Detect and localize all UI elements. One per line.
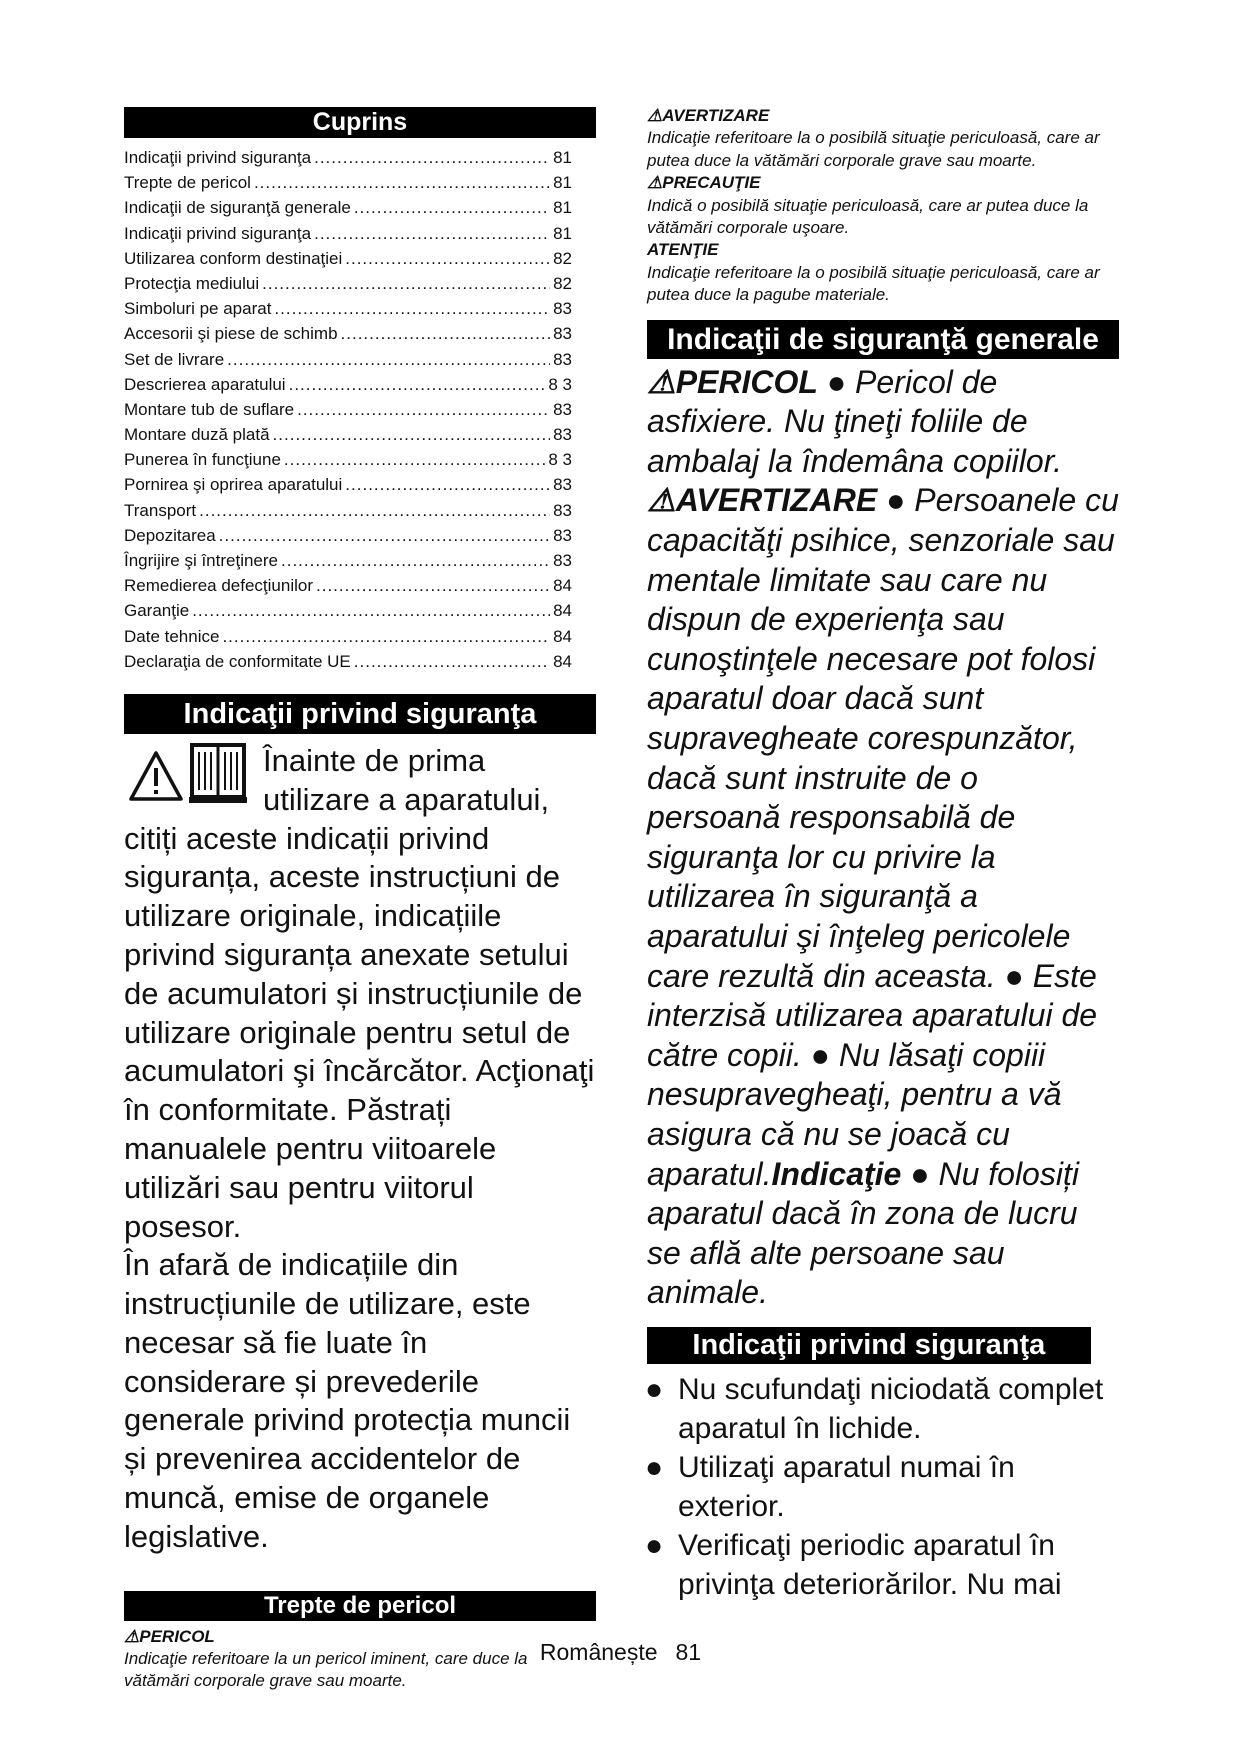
toc-leader-dots (289, 372, 546, 397)
toc-entry-title: Punerea în funcţiune (124, 450, 281, 470)
safety2-heading: Indicaţii privind siguranţa (647, 1327, 1091, 1364)
toc-entry-title: Indicaţii privind siguranţa (124, 148, 312, 167)
toc-entry (124, 598, 572, 623)
toc-entry-title: Simboluri pe aparat (124, 299, 272, 319)
footer-language: Românește (539, 1639, 658, 1665)
page-footer (0, 1639, 1241, 1666)
toc-entry-title: Indicaţii de siguranţă generale (124, 198, 351, 218)
toc-entry-title: Montare tub de suflare (124, 399, 295, 419)
toc-entry (124, 221, 572, 246)
precautie-label: ⚠PRECAUŢIE (647, 173, 761, 193)
general-pericol-text: ● Pericol de asfixiere. Nu ţineţi foliile de ambalaj la îndemâna copiilor. (647, 363, 1063, 479)
pericol-text: Indicaţie referitoare la un pericol iminent, care duce la vătămări corporale grave sau moarte. (124, 1648, 528, 1690)
toc-leader-dots (341, 321, 551, 346)
toc-leader-dots (262, 271, 550, 296)
danger-levels-continued (647, 105, 1119, 307)
toc-entry-title: Descrierea aparatului (124, 374, 286, 394)
manual-book-icon (189, 742, 247, 804)
toc-entry-page: 83 (553, 324, 572, 344)
toc-entry (124, 195, 572, 220)
toc-entry-page: 81 (553, 198, 572, 218)
toc-entry-page: 81 (553, 223, 572, 243)
left-column (124, 107, 596, 1692)
atentie-label: ATENŢIE (647, 240, 719, 260)
footer-page-number: 81 (675, 1639, 702, 1665)
toc-entry-page: 83 (553, 475, 572, 495)
toc-entry (124, 372, 572, 397)
toc-leader-dots (345, 472, 550, 497)
danger-levels-heading: Trepte de pericol (124, 1591, 596, 1621)
avertizare-text: Indicaţie referitoare la o posibilă situaţie periculoasă, care ar putea duce la vătămări corporale grave sau moarte. (647, 128, 1100, 170)
toc-entry-page: 83 (553, 399, 572, 419)
toc-leader-dots (354, 195, 550, 220)
toc-entry (124, 447, 572, 472)
avertizare-label: ⚠AVERTIZARE (647, 106, 770, 125)
atentie-text: Indicaţie referitoare la o posibilă situaţie periculoasă, care ar putea duce la pagube materiale. (647, 262, 1100, 305)
precautie-text: Indică o posibilă situaţie periculoasă, care ar putea duce la vătămări corporale uşoare. (647, 195, 1089, 238)
toc-entry-title: Montare duză plată (124, 425, 270, 445)
toc-entry-title: Garanţie (124, 601, 190, 621)
bullet-1: Nu scufundaţi niciodată complet aparatul în lichide. (678, 1372, 1104, 1445)
toc-entry (124, 573, 572, 598)
toc-entry (124, 548, 572, 573)
toc-entry-page: 82 (553, 273, 572, 293)
general-pericol-label: ⚠PERICOL (647, 363, 818, 400)
toc-entry-page: 84 (553, 576, 572, 596)
toc-entry (124, 523, 572, 548)
toc-leader-dots (273, 422, 551, 447)
safety-intro (124, 742, 596, 1557)
toc-entry (124, 422, 572, 447)
toc-entry-title: Declaraţia de conformitate UE (124, 651, 351, 671)
list-item: ● Nu scufundaţi niciodată complet aparatul în lichide. (645, 1372, 1104, 1445)
toc-entry-title: Accesorii şi piese de schimb (124, 324, 338, 344)
toc-entry-title: Indicaţii privind siguranţa (124, 223, 312, 243)
right-column (647, 107, 1119, 1604)
table-of-contents (124, 145, 596, 674)
toc-entry-title: Trepte de pericol (124, 173, 251, 193)
toc-entry-page: 83 (553, 425, 572, 445)
toc-entry-title: Remedierea defecţiunilor (124, 576, 313, 596)
safety-paragraph-1: Înainte de prima utilizare a aparatului, citiți aceste indicații privind siguranța, aceste instrucțiuni de utilizare originale, indicațiile privind siguranța anexate setului de acumulatori și instrucțiunile de utilizare originale pentru setul de acumulatori şi încărcător. Acţionaţi în conformitate. Păstrați manualele pentru viitoarele utilizări sau pentru viitorul posesor. (124, 742, 595, 1244)
toc-entry-page: 84 (553, 601, 572, 621)
toc-entry (124, 649, 572, 674)
toc-entry (124, 271, 572, 296)
toc-entry (124, 170, 572, 195)
toc-leader-dots (345, 246, 550, 271)
toc-leader-dots (254, 170, 550, 195)
toc-leader-dots (354, 649, 550, 674)
general-indicatie-text: ● Nu folosiți aparatul dacă în zona de lucru se află alte persoane sau animale. (647, 1155, 1079, 1311)
toc-entry-page: 82 (553, 248, 572, 268)
toc-leader-dots (274, 296, 550, 321)
bullet-2: Utilizaţi aparatul numai în exterior. (678, 1450, 1015, 1523)
toc-entry-title: Date tehnice (124, 626, 220, 646)
safety-paragraph-2: În afară de indicațiile din instrucțiunile de utilizare, este necesar să fie luate în considerare și prevederile generale privind protecția muncii și prevenirea accidentelor de muncă, emise de organele legislative. (124, 1247, 571, 1554)
toc-leader-dots (192, 598, 550, 623)
general-safety-text (647, 363, 1119, 1313)
toc-leader-dots (297, 397, 550, 422)
toc-entry-page: 83 (553, 299, 572, 319)
toc-entry-title: Protecţia mediului (124, 273, 260, 293)
list-item: ● Utilizaţi aparatul numai în exterior. (645, 1450, 1015, 1523)
toc-entry-title: Îngrijire şi întreţinere (124, 551, 279, 570)
toc-heading: Cuprins (124, 107, 596, 138)
toc-entry (124, 246, 572, 271)
toc-entry-title: Transport (124, 500, 197, 520)
toc-leader-dots (314, 221, 550, 246)
general-avertizare-label: ⚠AVERTIZARE (647, 482, 878, 519)
toc-entry-page: 83 (553, 500, 572, 520)
toc-entry-page: 83 (553, 551, 572, 570)
toc-leader-dots (284, 447, 545, 472)
toc-entry-title: Utilizarea conform destinaţiei (124, 248, 343, 268)
toc-entry-page: 84 (553, 626, 572, 646)
toc-leader-dots (222, 624, 550, 649)
toc-entry (124, 472, 572, 497)
toc-leader-dots (314, 145, 550, 170)
pericol-label: ⚠PERICOL (124, 1626, 215, 1646)
toc-entry-title: Pornirea şi oprirea aparatului (124, 475, 343, 495)
toc-leader-dots (281, 548, 550, 573)
toc-entry-page: 83 (553, 349, 572, 369)
toc-entry (124, 321, 572, 346)
safety2-bullets (647, 1370, 1119, 1604)
toc-entry-page: 81 (553, 148, 572, 167)
toc-entry (124, 145, 572, 170)
general-indicatie-label: Indicaţie (771, 1155, 902, 1192)
toc-entry (124, 624, 572, 649)
safety-icons (124, 742, 259, 812)
toc-leader-dots (219, 523, 550, 548)
toc-entry-title: Set de livrare (124, 349, 225, 369)
list-item: ● Verificaţi periodic aparatul în privinţa deteriorărilor. Nu mai (645, 1528, 1062, 1601)
warning-triangle-icon (128, 750, 184, 802)
toc-leader-dots (199, 498, 550, 523)
general-safety-heading: Indicaţii de siguranţă generale (647, 320, 1119, 359)
toc-entry-title: Depozitarea (124, 525, 216, 545)
toc-entry-page: 81 (553, 173, 572, 193)
toc-entry (124, 296, 572, 321)
toc-entry (124, 397, 572, 422)
bullet-3: Verificaţi periodic aparatul în privinţa deteriorărilor. Nu mai (678, 1528, 1062, 1601)
toc-entry (124, 347, 572, 372)
general-avertizare-text: ● Persoanele cu capacităţi psihice, senzoriale sau mentale limitate sau care nu dispun de experienţa sau cunoştinţele necesare pot folosi aparatul doar dacă sunt supravegheate corespunzător, dacă sunt instruite de o persoană responsabilă de siguranţa lor cu privire la utilizarea în siguranţă a aparatului şi înţeleg pericolele care rezultă din aceasta. ● Este interzisă utilizarea aparatului de către copii. ● Nu lăsaţi copiii nesupravegheaţi, pentru a vă asigura că nu se joacă cu aparatul. (647, 482, 1119, 1192)
toc-entry-page: 8 3 (548, 450, 572, 470)
toc-leader-dots (316, 573, 550, 598)
toc-leader-dots (227, 347, 550, 372)
toc-entry (124, 498, 572, 523)
toc-entry-page: 83 (553, 525, 572, 545)
safety-heading: Indicaţii privind siguranţa (124, 694, 596, 734)
toc-entry-page: 8 3 (548, 374, 572, 394)
toc-entry-page: 84 (553, 651, 572, 671)
